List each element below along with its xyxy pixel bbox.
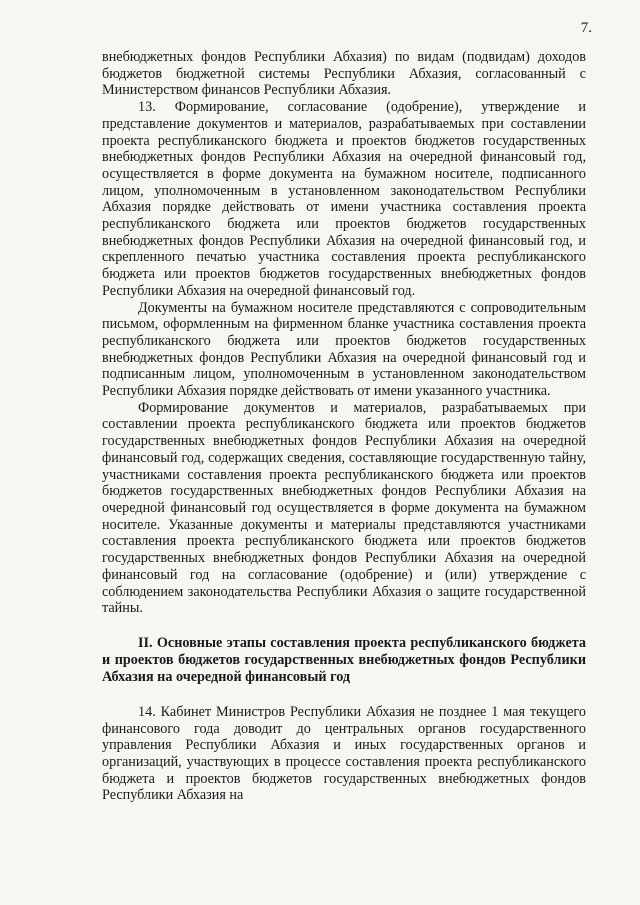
paragraph-14: 14. Кабинет Министров Республики Абхазия не позднее 1 мая текущего финансового года доводит до центральных органов государственного управления Республики Абхазия и иных государственных органов и организаций, участвующих в процессе составления проекта республиканского бюджета и проектов бюджетов государственных внебюджетных фондов Республики Абхазия на <box>102 703 586 804</box>
document-body <box>102 49 586 804</box>
section-heading: II. Основные этапы составления проекта республиканского бюджета и проектов бюджетов государственных внебюджетных фондов Республики Абхазия на очередной финансовый год <box>102 634 586 685</box>
paragraph-state-secret: Формирование документов и материалов, разрабатываемых при составлении проекта республиканского бюджета или проектов бюджетов государственных внебюджетных фондов Республики Абхазия на очередной финансовый год, содержащих сведения, составляющие государственную тайну, участниками составления проекта республиканского бюджета или проектов бюджетов государственных внебюджетных фондов Республики Абхазия на очередной финансовый год осуществляется в форме документа на бумажном носителе. Указанные документы и материалы представляются участниками составления проекта республиканского бюджета или проектов бюджетов государственных внебюджетных фондов Республики Абхазия на очередной финансовый год на согласование (одобрение) и (или) утверждение с соблюдением законодательства Республики Абхазия о защите государственной тайны. <box>102 399 586 617</box>
paragraph-13: 13. Формирование, согласование (одобрение), утверждение и представление документов и материалов, разрабатываемых при составлении проекта республиканского бюджета и проектов бюджетов государственных внебюджетных фондов Республики Абхазия на очередной финансовый год, осуществляется в форме документа на бумажном носителе, подписанного лицом, уполномоченным в установленном законодательством Республики Абхазия порядке действовать от имени участника составления проекта республиканского бюджета или проектов бюджетов государственных внебюджетных фондов Республики Абхазия на очередной финансовый год, и скрепленного печатью участника составления проекта республиканского бюджета или проектов бюджетов государственных внебюджетных фондов Республики Абхазия на очередной финансовый год. <box>102 99 586 299</box>
paragraph-documents-submission: Документы на бумажном носителе представляются с сопроводительным письмом, оформленным на фирменном бланке участника составления проекта республиканского бюджета или проектов бюджетов государственных внебюджетных фондов Республики Абхазия на очередной финансовый год и подписанным лицом, уполномоченным в установленном законодательством Республики Абхазия порядке действовать от имени указанного участника. <box>102 299 586 400</box>
paragraph-continuation: внебюджетных фондов Республики Абхазия) по видам (подвидам) доходов бюджетов бюджетной системы Республики Абхазия, согласованный с Министерством финансов Республики Абхазия. <box>102 49 586 99</box>
page-number: 7. <box>580 20 592 36</box>
